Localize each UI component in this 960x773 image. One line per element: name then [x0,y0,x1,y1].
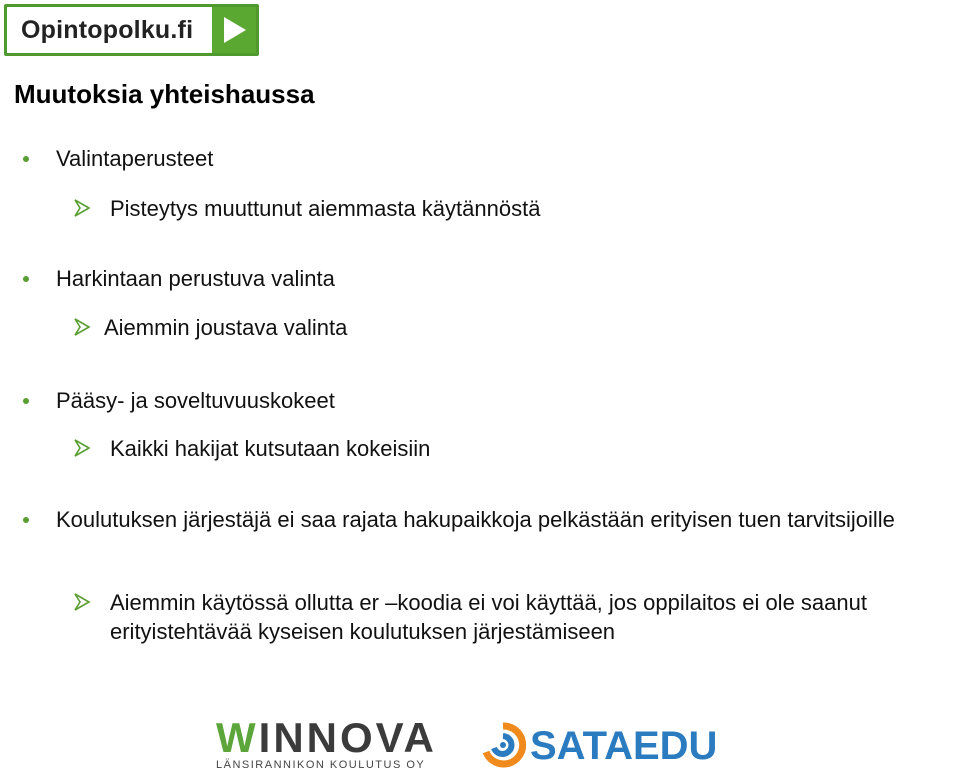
bullet-icon [23,517,29,523]
sataedu-wordmark: SATAEDU [530,724,718,768]
slide-title: Muutoksia yhteishaussa [14,79,315,109]
logo-text: Opintopolku.fi [21,16,194,44]
bullet-icon [23,276,29,282]
logo-play-icon [212,7,256,53]
list-item: Pääsy- ja soveltuvuuskokeet [56,388,335,413]
opintopolku-logo[interactable] [4,4,259,56]
arrow-bullet-icon [72,438,92,458]
bullet-icon [23,156,29,162]
arrow-bullet-icon [72,317,92,337]
list-item: Valintaperusteet [56,146,214,171]
winnova-logo [216,714,437,771]
bullet-icon [23,398,29,404]
list-item: Koulutuksen järjestäjä ei saa rajata hakupaikkoja pelkästään erityisen tuen tarvitsijoille [56,507,895,532]
winnova-wordmark: WINNOVA [216,714,437,761]
arrow-bullet-icon [72,198,92,218]
list-item: Aiemmin käytössä ollutta er –koodia ei voi käyttää, jos oppilaitos ei ole saanut erityistehtävää kyseisen koulutuksen järjestämiseen [110,590,867,644]
list-item: Harkintaan perustuva valinta [56,266,335,291]
arrow-bullet-icon [72,592,92,612]
winnova-subtitle: LÄNSIRANNIKON KOULUTUS OY [216,759,426,771]
list-item: Aiemmin joustava valinta [104,315,348,340]
list-item: Pisteytys muuttunut aiemmasta käytännöstä [110,196,541,221]
list-item: Kaikki hakijat kutsutaan kokeisiin [110,436,431,461]
sataedu-swirl-icon [480,722,526,768]
